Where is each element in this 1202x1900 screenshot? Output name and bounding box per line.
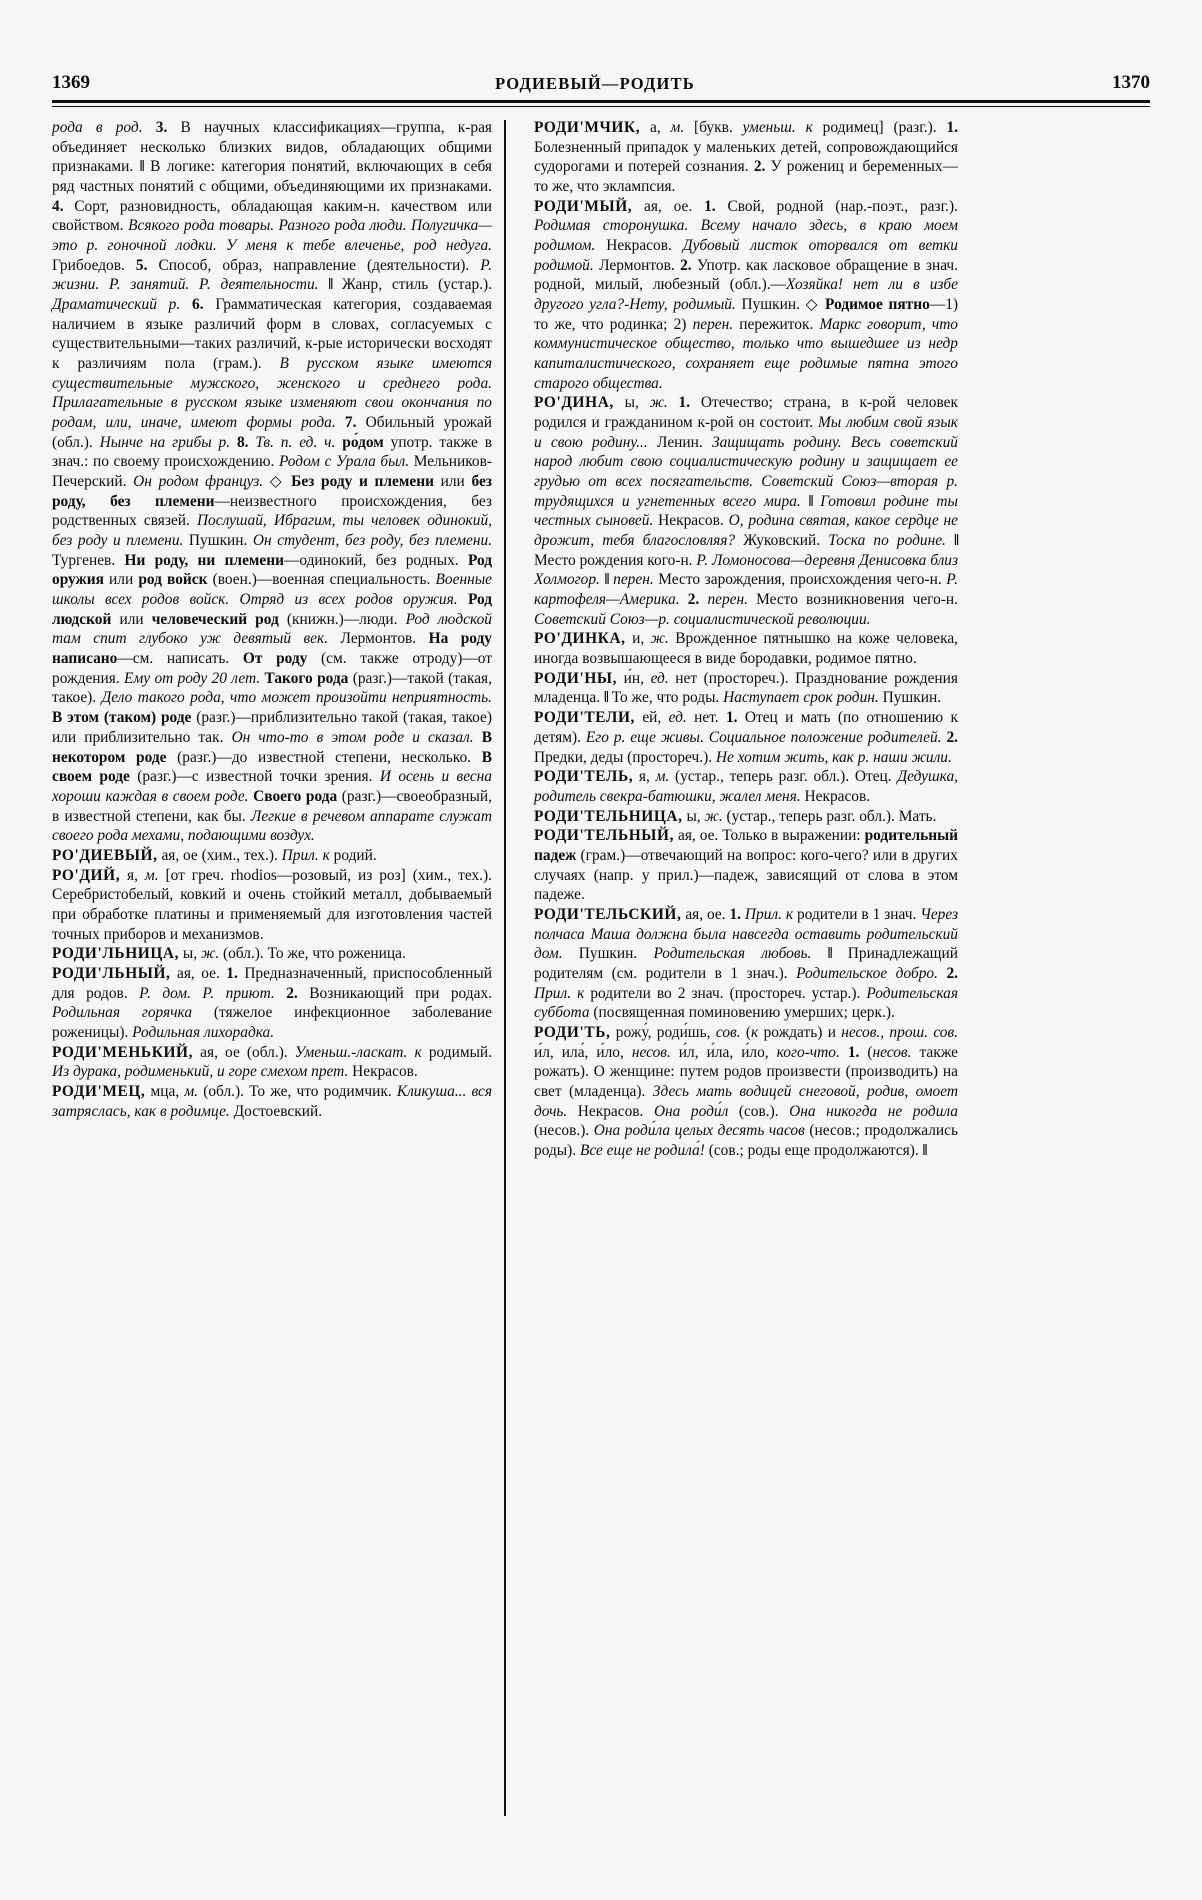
entry-rodilnyj: РОДИ'ЛЬНЫЙ, ая, ое. 1. Предназначенный, приспособленный для родов. Р. дом. Р. приют. 2. Возникающий при родах. Родильная горячка (тяжелое инфекционное заболевание роженицы). Родильная лихорадка.	[52, 964, 492, 1041]
right-column	[506, 118, 958, 1816]
folio-right: 1370	[1111, 72, 1150, 93]
entry-rodievyj: РО'ДИЕВЫЙ, ая, ое (хим., тех.). Прил. к родий.	[52, 846, 377, 864]
entry-roditel: РОДИ'ТЕЛЬ, я, м. (устар., теперь разг. обл.). Отец. Дедушка, родитель свекра-батюшки, жалел меня. Некрасов.	[534, 768, 958, 805]
continued-entry-rod: рода в род. 3. В научных классификациях—группа, к-рая объединяет несколько близких видов, обладающих общими признаками. ‖ В логике: категория понятий, включающих в себя ряд частных понятий с общими, объединяющими их признаками. 4. Сорт, разновидность, обладающая каким-н. качеством или свойством. Всякого рода товары. Разного рода люди. Полугичка—это р. гоночной лодки. У меня к тебе влеченье, род недуга. Грибоедов. 5. Способ, образ, направление (деятельности). Р. жизни. Р. занятий. Р. деятельности. ‖ Жанр, стиль (устар.). Драматический р. 6. Грамматическая категория, создаваемая наличием в языке различий форм в словах, согласуемых с существительными—таких различий, к-рые исторически восходят к различиям пола (грам.). В русском языке имеются существительные мужского, женского и среднего рода. Прилагательные в русском языке изменяют свои окончания по родам, или, иначе, имеют формы рода. 7. Обильный урожай (обл.). Нынче на грибы р. 8. Тв. п. ед. ч. ро́дом употр. также в знач.: по своему происхождению. Родом с Урала был. Мельников-Печерский. Он родом француз. ◇ Без роду и племени или без роду, без племени—неизвестного происхождения, без родственных связей. Послушай, Ибрагим, ты человек одинокий, без роду и племени. Пушкин. Он студент, без роду, без племени. Тургенев. Ни роду, ни племени—одинокий, без родных. Род оружия или род войск (воен.)—военная специальность. Военные школы всех родов войск. Отряд из всех родов оружия. Род людской или человеческий род (книжн.)—люди. Род людской там спит глубоко уж девятый век. Лермонтов. На роду написано—см. написать. От роду (см. также отроду)—от рождения. Ему от роду 20 лет. Такого рода (разг.)—такой (такая, такое). Дело такого рода, что может произойти неприятность. В этом (таком) роде (разг.)—приблизительно такой (такая, такое) или приблизительно так. Он что-то в этом роде и сказал. В некотором роде (разг.)—до известной степени, несколько. В своем роде (разг.)—с известной точки зрения. И осень и весна хороши каждая в своем роде. Своего рода (разг.)—своеобразный, в известной степени, как бы. Легкие в речевом аппарате служат своего рода мехами, подающими воздух.	[52, 119, 493, 845]
entry-rodimyj: РОДИ'МЫЙ, ая, ое. 1. Свой, родной (нар.-поэт., разг.). Родимая сторонушка. Всему начало здесь, в краю моем родимом. Некрасов. Дубовый листок оторвался от ветки родимой. Лермонтов. 2. Употр. как ласковое обращение в знач. родной, милый, любезный (обл.).—Хозяйка! нет ли в избе другого угла?-Нету, родимый. Пушкин. ◇ Родимое пятно—1) то же, что родинка; 2) перен. пережиток. Маркс говорит, что коммунистическое общество, только что вышедшее из недр капиталистического, сохраняет еще родимые пятна этого старого общества.	[534, 197, 959, 392]
entry-rodilnica: РОДИ'ЛЬНИЦА, ы, ж. (обл.). То же, что роженица.	[52, 945, 406, 963]
running-title: РОДИЕВЫЙ—РОДИТЬ	[495, 73, 695, 93]
entry-roditelnyj: РОДИ'ТЕЛЬНЫЙ, ая, ое. Только в выражении: родительный падеж (грам.)—отвечающий на вопрос: кого-чего? или в других случаях (напр. у прил.)—падеж, зависящий от слова в этом падеже.	[534, 827, 958, 904]
header-rule	[52, 100, 1150, 107]
folio-left: 1369	[52, 72, 90, 93]
running-head	[52, 62, 1150, 92]
entry-roditelskij: РОДИ'ТЕЛЬСКИЙ, ая, ое. 1. Прил. к родители в 1 знач. Через полчаса Маша должна была навсегда оставить родительский дом. Пушкин. Родительская любовь. ‖ Принадлежащий родителям (см. родители в 1 знач.). Родительское добро. 2. Прил. к родители во 2 знач. (простореч. устар.). Родительская суббота (посвященная поминовению умерших; церк.).	[534, 905, 959, 1022]
entry-rodinka: РО'ДИНКА, и, ж. Врожденное пятнышко на коже человека, иногда возвышающееся в виде бородавки, родимое пятно.	[534, 630, 958, 668]
left-column	[52, 118, 504, 1816]
entry-rodimchik: РОДИ'МЧИК, а, м. [букв. уменьш. к родимец] (разг.). 1. Болезненный припадок у маленьких детей, сопровождающийся судорогами и потерей сознания. 2. У рожениц и беременных—то же, что эклампсия.	[534, 119, 958, 196]
entry-rodiny: РОДИ'НЫ, и́н, ед. нет (простореч.). Празднование рождения младенца. ‖ То же, что роды. Наступает срок родин. Пушкин.	[534, 669, 958, 707]
entry-rodij: РО'ДИЙ, я, м. [от греч. rhodios—розовый, из роз] (хим., тех.). Серебристобелый, ковкий и очень стойкий металл, добываемый при обработке платины и применяемый для изготовления частей точных приборов и механизмов.	[52, 866, 492, 943]
entry-rodimenkij: РОДИ'МЕНЬКИЙ, ая, ое (обл.). Уменьш.-ласкат. к родимый. Из дурака, родименький, и горе смехом прет. Некрасов.	[52, 1043, 492, 1081]
entry-rodimec: РОДИ'МЕЦ, мца, м. (обл.). То же, что родимчик. Кликуша... вся затряслась, как в родимце. Достоевский.	[52, 1082, 492, 1120]
left-column-body	[52, 118, 492, 1121]
entry-rodina: РО'ДИНА, ы, ж. 1. Отечество; страна, в к-рой человек родился и гражданином к-рой он состоит. Мы любим свой язык и свою родину... Ленин. Защищать родину. Весь советский народ любит свою социалистическую родину и защищает ее грудью от всех посягательств. Советский Союз—вторая р. трудящихся и угнетенных всего мира. ‖ Готовил родине ты честных сыновей. Некрасов. О, родина святая, какое сердце не дрожит, тебя благословляя? Жуковский. Тоска по родине. ‖ Место рождения кого-н. Р. Ломоносова—деревня Денисовка близ Холмогор. ‖ перен. Место зарождения, происхождения чего-н. Р. картофеля—Америка. 2. перен. Место возникновения чего-н. Советский Союз—р. социалистической революции.	[534, 394, 958, 628]
entry-roditeli: РОДИ'ТЕЛИ, ей, ед. нет. 1. Отец и мать (по отношению к детям). Его р. еще живы. Социальное положение родителей. 2. Предки, деды (простореч.). Не хотим жить, как р. наши жили.	[534, 709, 958, 766]
entry-roditelnica: РОДИ'ТЕЛЬНИЦА, ы, ж. (устар., теперь разг. обл.). Мать.	[534, 807, 937, 825]
right-column-body	[534, 118, 958, 1161]
entry-rodit: РОДИ'ТЬ, рожу́, роди́шь, сов. (к рождать) и несов., прош. сов. и́л, ила́, и́ло, несов. и́л, и́ла, и́ло, кого-что. 1. (несов. также рожать). О женщине: путем родов произвести (производить) на свет (младенца). Здесь мать водицей снеговой, родив, омоет дочь. Некрасов. Она роди́л (сов.). Она никогда не родила (несов.). Она роди́ла целых десять часов (несов.; продолжались роды). Все еще не родила́! (сов.; роды еще продолжаются). ‖	[534, 1023, 958, 1159]
column-container	[52, 118, 1150, 1816]
